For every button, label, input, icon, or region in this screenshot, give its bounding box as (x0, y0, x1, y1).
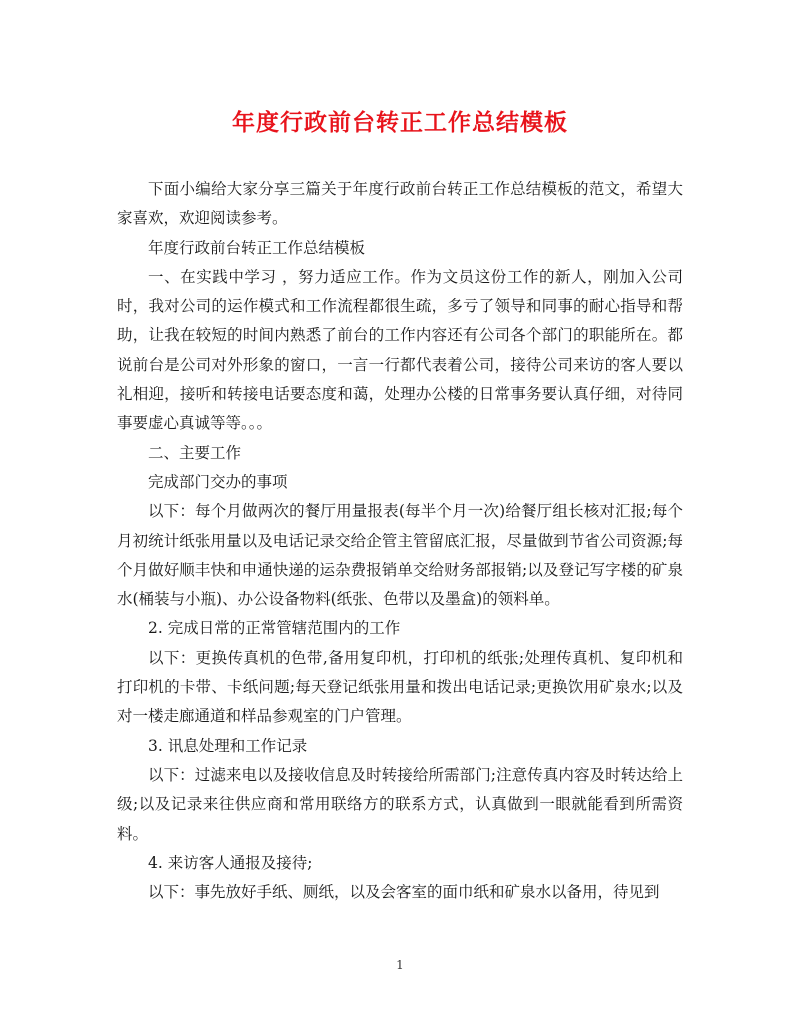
document-title: 年度行政前台转正工作总结模板 (232, 110, 568, 136)
item-1-heading: 完成部门交办的事项 (148, 472, 288, 491)
item-2-paragraph: 以下：更换传真机的色带,备用复印机，打印机的纸张;处理传真机、复印机和打印机的卡带、卡纸问题;每天登记纸张用量和拨出电话记录;更换饮用矿泉水;以及对一楼走廊通道和样品参观室的门户管理。 (117, 648, 683, 726)
section-2-heading: 二、主要工作 (148, 443, 242, 462)
subtitle-paragraph: 年度行政前台转正工作总结模板 (148, 238, 366, 257)
item-2-heading: 2. 完成日常的正常管辖范围内的工作 (148, 619, 401, 638)
item-4-heading: 4. 来访客人通报及接待; (148, 853, 313, 872)
document-body (117, 175, 683, 907)
item-1-paragraph: 以下：每个月做两次的餐厅用量报表(每半个月一次)给餐厅组长核对汇报;每个月初统计纸张用量以及电话记录交给企管主管留底汇报，尽量做到节省公司资源;每个月做好顺丰快和申通快递的运杂费报销单交给财务部报销;以及登记写字楼的矿泉水(桶装与小瓶)、办公设备物料(纸张、色带以及墨盒)的领料单。 (117, 502, 683, 609)
section-1-paragraph: 一、在实践中学习 ，努力适应工作。作为文员这份工作的新人，刚加入公司时，我对公司的运作模式和工作流程都很生疏，多亏了领导和同事的耐心指导和帮助，让我在较短的时间内熟悉了前台的工作内容还有公司各个部门的职能所在。都说前台是公司对外形象的窗口，一言一行都代表着公司，接待公司来访的客人要以礼相迎，接听和转接电话要态度和蔼，处理办公楼的日常事务要认真仔细，对待同事要虚心真诚等等。。。 (117, 267, 683, 433)
intro-paragraph: 下面小编给大家分享三篇关于年度行政前台转正工作总结模板的范文，希望大家喜欢，欢迎阅读参考。 (117, 180, 683, 228)
item-3-heading: 3. 讯息处理和工作记录 (148, 736, 308, 755)
item-4-paragraph: 以下：事先放好手纸、厕纸，以及会客室的面巾纸和矿泉水以备用，待见到 (148, 883, 660, 902)
page-number: 1 (396, 958, 404, 972)
item-3-paragraph: 以下：过滤来电以及接收信息及时转接给所需部门;注意传真内容及时转达给上级;以及记录来往供应商和常用联络方的联系方式，认真做到一眼就能看到所需资料。 (117, 765, 683, 843)
